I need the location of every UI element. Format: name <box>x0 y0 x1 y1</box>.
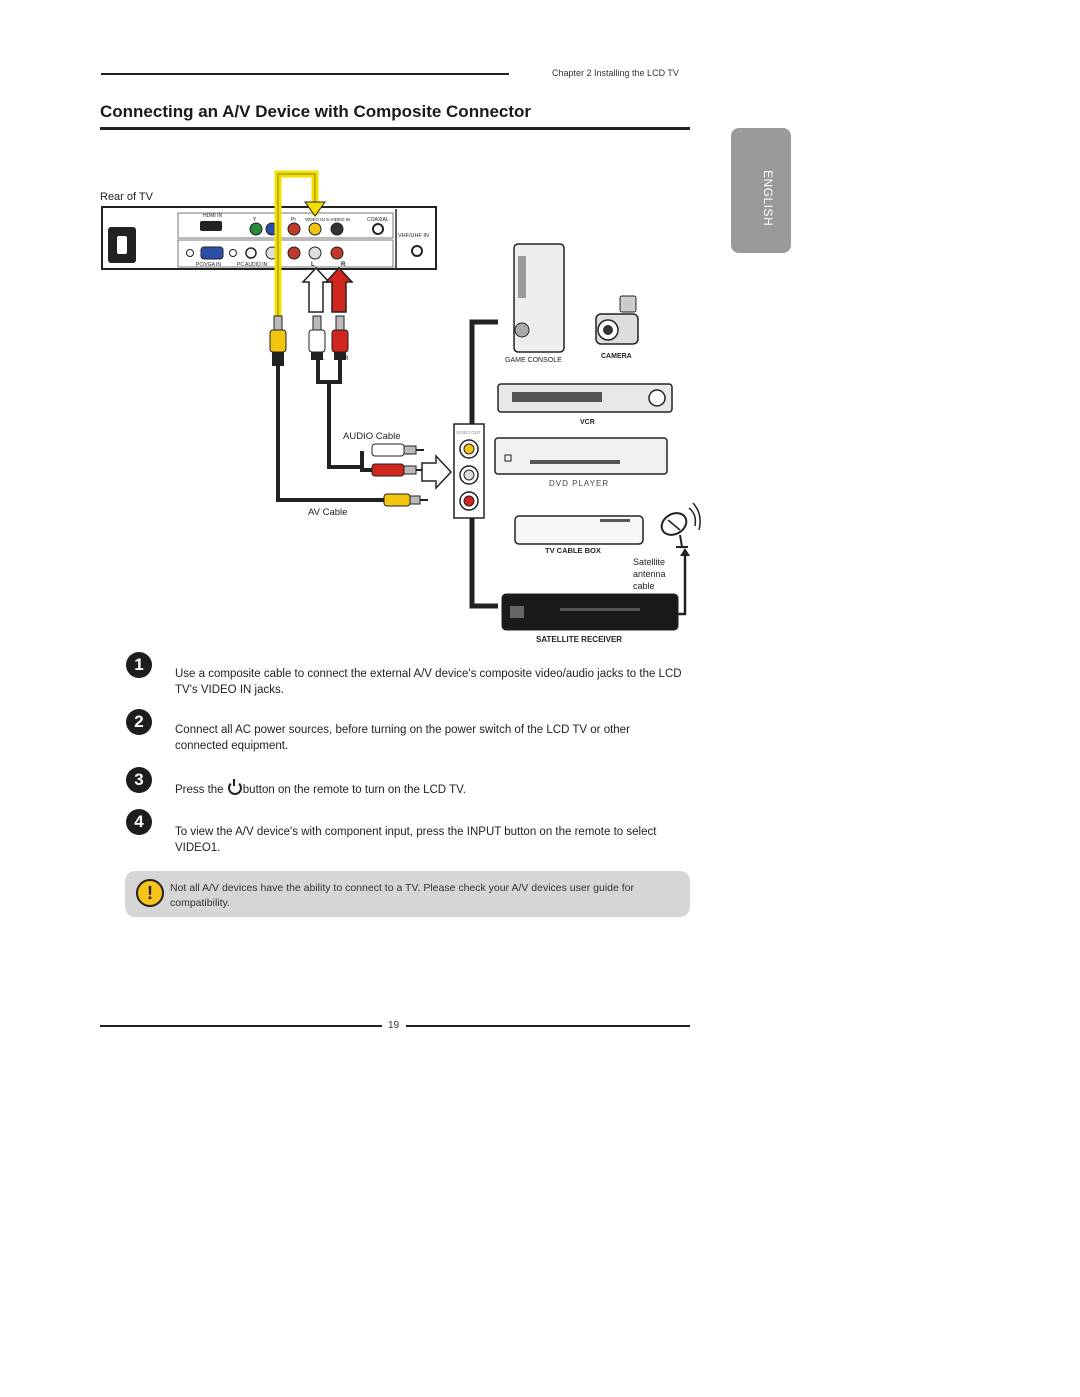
pc-audio-label: PC AUDIO IN <box>237 262 268 268</box>
rear-of-tv-label: Rear of TV <box>100 191 153 203</box>
audio-r-arrow-icon <box>326 268 352 312</box>
satellite-receiver-icon <box>502 594 678 630</box>
note-text: Not all A/V devices have the ability to connect to a TV. Please check your A/V devices user guide for compatibility. <box>170 882 635 909</box>
satellite-dish-icon <box>658 503 700 547</box>
step-2-number: 2 <box>126 709 152 735</box>
s-video-jack-icon <box>331 223 343 235</box>
satellite-receiver-label: SATELLITE RECEIVER <box>536 635 623 644</box>
step-1-text: Use a composite cable to connect the external A/V device's composite video/audio jacks to the LCD TV's VIDEO IN jacks. <box>175 668 682 696</box>
language-tab-label: ENGLISH <box>761 170 775 227</box>
dvd-player-icon <box>495 438 667 474</box>
plug-l-label: L <box>321 356 325 362</box>
audio-cable-label: AUDIO Cable <box>343 431 401 442</box>
camera-icon <box>596 296 638 344</box>
game-console-icon <box>514 244 564 352</box>
audio-l-jack-icon <box>309 247 321 259</box>
title-rule <box>100 127 690 130</box>
audio-r-jack-icon <box>331 247 343 259</box>
dvd-player-label: DVD PLAYER <box>549 479 610 488</box>
chapter-label: Chapter 2 Installing the LCD TV <box>552 68 679 78</box>
step-4-number: 4 <box>126 809 152 835</box>
step-3-text <box>175 781 685 798</box>
footer-rule-left <box>100 1025 382 1027</box>
right-arrow-icon <box>422 456 451 488</box>
coaxial-label: COAXIAL <box>367 217 389 223</box>
antenna-jack-icon <box>412 246 422 256</box>
y-port-label: Y <box>253 217 257 223</box>
video-in-jack-icon <box>309 223 321 235</box>
audio-l-arrow-icon <box>303 268 329 312</box>
audio-r-label: R <box>341 262 346 268</box>
plug-r-label: R <box>344 356 349 362</box>
language-tab <box>731 128 791 253</box>
device-bracket-line <box>472 518 498 606</box>
device-end-plugs <box>362 444 428 506</box>
pc-vga-label: PC/VGA IN <box>196 262 222 268</box>
step-3-number: 3 <box>126 767 152 793</box>
power-icon <box>228 781 242 795</box>
video-out-label: VIDEO OUT <box>456 430 481 435</box>
exclamation-icon: ! <box>136 879 164 907</box>
vcr-icon <box>498 384 672 412</box>
vcr-label: VCR <box>580 419 595 426</box>
footer-rule-right <box>406 1025 690 1027</box>
coaxial-jack-icon <box>373 224 383 234</box>
video-in-label: VIDEO IN <box>305 217 325 222</box>
tv-cable-box-label: TV CABLE BOX <box>545 546 601 555</box>
step-1-number: 1 <box>126 652 152 678</box>
pr-jack-icon <box>288 223 300 235</box>
step-3-text-after: button on the remote to turn on the LCD TV. <box>242 784 466 796</box>
vhf-uhf-label: VHF/UHF IN <box>398 233 429 239</box>
step-2-text: Connect all AC power sources, before turning on the power switch of the LCD TV or other connected equipment. <box>175 724 630 752</box>
satellite-cable-label-1: Satellite <box>633 557 666 567</box>
hdmi-port-icon <box>200 221 222 231</box>
game-console-label: GAME CONSOLE <box>505 357 562 364</box>
satellite-cable-label-3: cable <box>633 581 655 591</box>
audio-l-label: L <box>311 262 315 268</box>
pc-audio-jack-icon <box>246 248 256 258</box>
step-3-text-before: Press the <box>175 784 227 796</box>
cable-box-icon <box>515 516 643 544</box>
vga-port-icon <box>201 247 223 259</box>
s-video-label: S-VIDEO IN <box>326 217 351 222</box>
satellite-cable-label-2: antenna <box>633 569 666 579</box>
page-number: 19 <box>388 1020 400 1031</box>
connection-diagram <box>0 160 720 660</box>
audio-cable-line <box>329 382 364 467</box>
av-cable-label: AV Cable <box>308 507 348 518</box>
y-jack-icon <box>250 223 262 235</box>
step-4-text: To view the A/V device's with component input, press the INPUT button on the remote to select VIDEO1. <box>175 826 657 854</box>
camera-label: CAMERA <box>601 353 632 360</box>
page-title: Connecting an A/V Device with Composite Connector <box>100 102 532 121</box>
tv-rear-panel <box>102 207 436 269</box>
header-rule <box>101 73 509 75</box>
tv-end-plugs <box>270 316 349 366</box>
pr-port-label: Pr <box>291 217 296 223</box>
hdmi-port-label: HDMI IN <box>203 213 223 219</box>
